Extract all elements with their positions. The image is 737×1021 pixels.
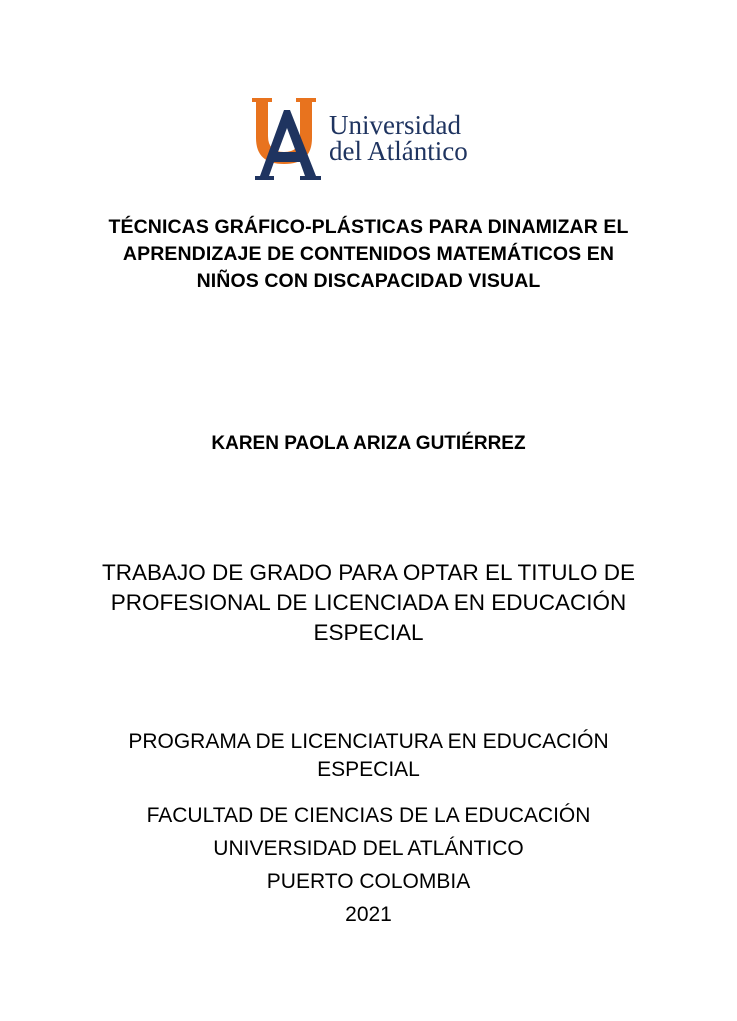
faculty-name: FACULTAD DE CIENCIAS DE LA EDUCACIÓN bbox=[146, 804, 591, 827]
university-logo bbox=[250, 92, 490, 184]
degree-line: ESPECIAL bbox=[313, 620, 424, 645]
program-name bbox=[0, 728, 737, 784]
degree-statement bbox=[0, 558, 737, 648]
university-name: UNIVERSIDAD DEL ATLÁNTICO bbox=[213, 837, 524, 860]
university-logo-wordmark bbox=[329, 112, 468, 164]
university-logo-mark-icon bbox=[250, 92, 326, 182]
thesis-title-line: NIÑOS CON DISCAPACIDAD VISUAL bbox=[196, 270, 541, 292]
program-line: PROGRAMA DE LICENCIATURA EN EDUCACIÓN bbox=[128, 730, 609, 753]
thesis-title-line: TÉCNICAS GRÁFICO-PLÁSTICAS PARA DINAMIZAR EL bbox=[108, 216, 629, 238]
city-name: PUERTO COLOMBIA bbox=[266, 870, 471, 893]
faculty-info bbox=[0, 799, 737, 931]
degree-line: PROFESIONAL DE LICENCIADA EN EDUCACIÓN bbox=[110, 590, 627, 615]
logo-wordmark-line2: del Atlántico bbox=[329, 136, 468, 166]
logo-wordmark-line1: Universidad bbox=[329, 110, 461, 140]
thesis-title-line: APRENDIZAJE DE CONTENIDOS MATEMÁTICOS EN bbox=[122, 243, 615, 265]
degree-line: TRABAJO DE GRADO PARA OPTAR EL TITULO DE bbox=[101, 560, 636, 585]
author-name: KAREN PAOLA ARIZA GUTIÉRREZ bbox=[211, 433, 526, 454]
thesis-title bbox=[0, 214, 737, 295]
year: 2021 bbox=[345, 903, 392, 926]
program-line: ESPECIAL bbox=[317, 758, 420, 781]
